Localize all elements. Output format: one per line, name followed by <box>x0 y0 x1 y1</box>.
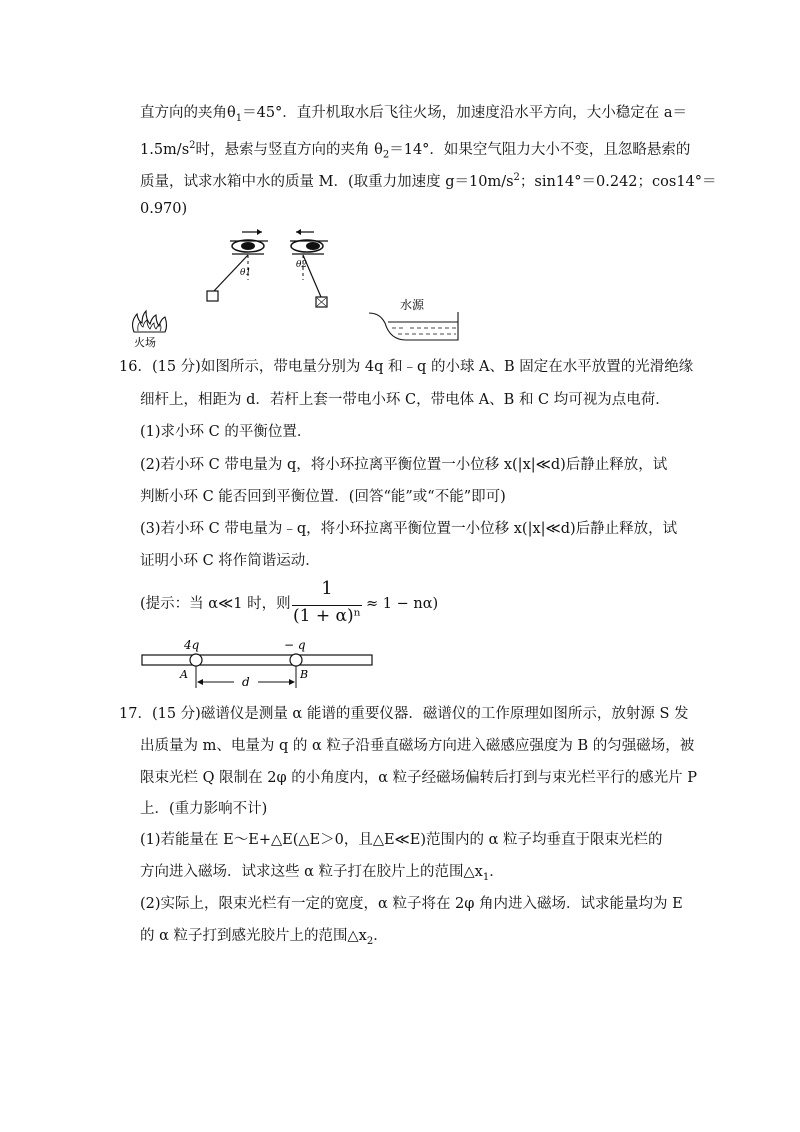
helicopter-right <box>290 229 328 307</box>
q16-part-3a: (3)若小环 C 带电量为﹣q，将小环拉离平衡位置一小位移 x(|x|≪d)后静止释放，试 <box>140 521 678 537</box>
label-d: d <box>242 675 250 689</box>
fire-icon <box>133 311 167 332</box>
q16-part-3b: 证明小环 C 将作简谐运动． <box>140 553 320 569</box>
fraction-denominator: (1 + α)ⁿ <box>293 606 361 626</box>
helicopter-figure <box>0 225 800 355</box>
q17-line-3: 限束光栏 Q 限制在 2φ 的小角度内，α 粒子经磁场偏转后打到与束光栏平行的感光片 P <box>140 770 697 786</box>
q16-line-2: 细杆上，相距为 d．若杆上套一带电小环 C，带电体 A、B 和 C 均可视为点电荷． <box>140 392 670 408</box>
q17-part-2b: 的 α 粒子打到感光胶片上的范围$\triangle x_2$． <box>140 928 388 947</box>
fire-label: 火场 <box>134 336 156 349</box>
q17-line-2: 出质量为 m、电量为 q 的 α 粒子沿垂直磁场方向进入磁感应强度为 B 的匀强磁场，被 <box>140 738 695 754</box>
q17-line-1: 17．(15 分)磁谱仪是测量 α 能谱的重要仪器．磁谱仪的工作原理如图所示，放射源 S 发 <box>119 706 689 722</box>
theta1-label: θ1 <box>240 268 252 278</box>
q15-line-1: 直方向的夹角$\theta_1=45^\circ$．直升机取水后飞往火场，加速度沿水平方向，大小稳定在 a＝ <box>140 105 688 124</box>
q16-hint-prefix: (提示：当 α≪1 时，则 <box>140 596 291 612</box>
q15-line-3: 质量，试求水箱中水的质量 M．(取重力加速度 $g=10m/s^2$；sin14°＝0.242；cos14°＝ <box>140 172 717 190</box>
helicopter-left <box>207 229 268 301</box>
q16-part-2b: 判断小环 C 能否回到平衡位置．(回答“能”或“不能”即可) <box>140 489 506 505</box>
ball-A <box>190 654 202 666</box>
rod-figure <box>0 630 800 690</box>
label-4q: 4q <box>184 638 200 652</box>
label-minus-q: − q <box>284 638 306 652</box>
q16-part-2a: (2)若小环 C 带电量为 q，将小环拉离平衡位置一小位移 x(|x|≪d)后静止释放，试 <box>140 457 668 473</box>
theta2-label: θ2 <box>296 260 308 270</box>
q16-hint-suffix: ≈ 1 − nα) <box>366 596 439 612</box>
q15-line-2: $1.5m/s^2$时，悬索与竖直方向的夹角 $\theta_2=14^\circ$．如果空气阻力大小不变，且忽略悬索的 <box>140 140 691 161</box>
fraction-numerator: 1 <box>321 578 333 599</box>
water-source-figure <box>369 312 458 340</box>
q17-line-4: 上．(重力影响不计) <box>140 801 268 817</box>
q16-part-1: (1)求小环 C 的平衡位置． <box>140 424 312 440</box>
q17-part-2a: (2)实际上，限束光栏有一定的宽度，α 粒子将在 2φ 角内进入磁场．试求能量均为 E <box>140 896 683 912</box>
q17-part-1a: (1)若能量在 E～E+△E(△E＞0，且△E≪E)范围内的 α 粒子均垂直于限束光栏的 <box>140 832 663 848</box>
label-A: A <box>180 668 188 681</box>
q17-part-1b: 方向进入磁场．试求这些 α 粒子打在胶片上的范围$\triangle x_1$． <box>140 864 504 883</box>
q16-line-1: 16．(15 分)如图所示，带电量分别为 4q 和﹣q 的小球 A、B 固定在水平放置的光滑绝缘 <box>119 359 694 375</box>
q15-line-4: 0.970) <box>140 201 188 217</box>
ball-B <box>290 654 302 666</box>
water-label: 水源 <box>400 298 425 312</box>
label-B: B <box>300 668 309 681</box>
